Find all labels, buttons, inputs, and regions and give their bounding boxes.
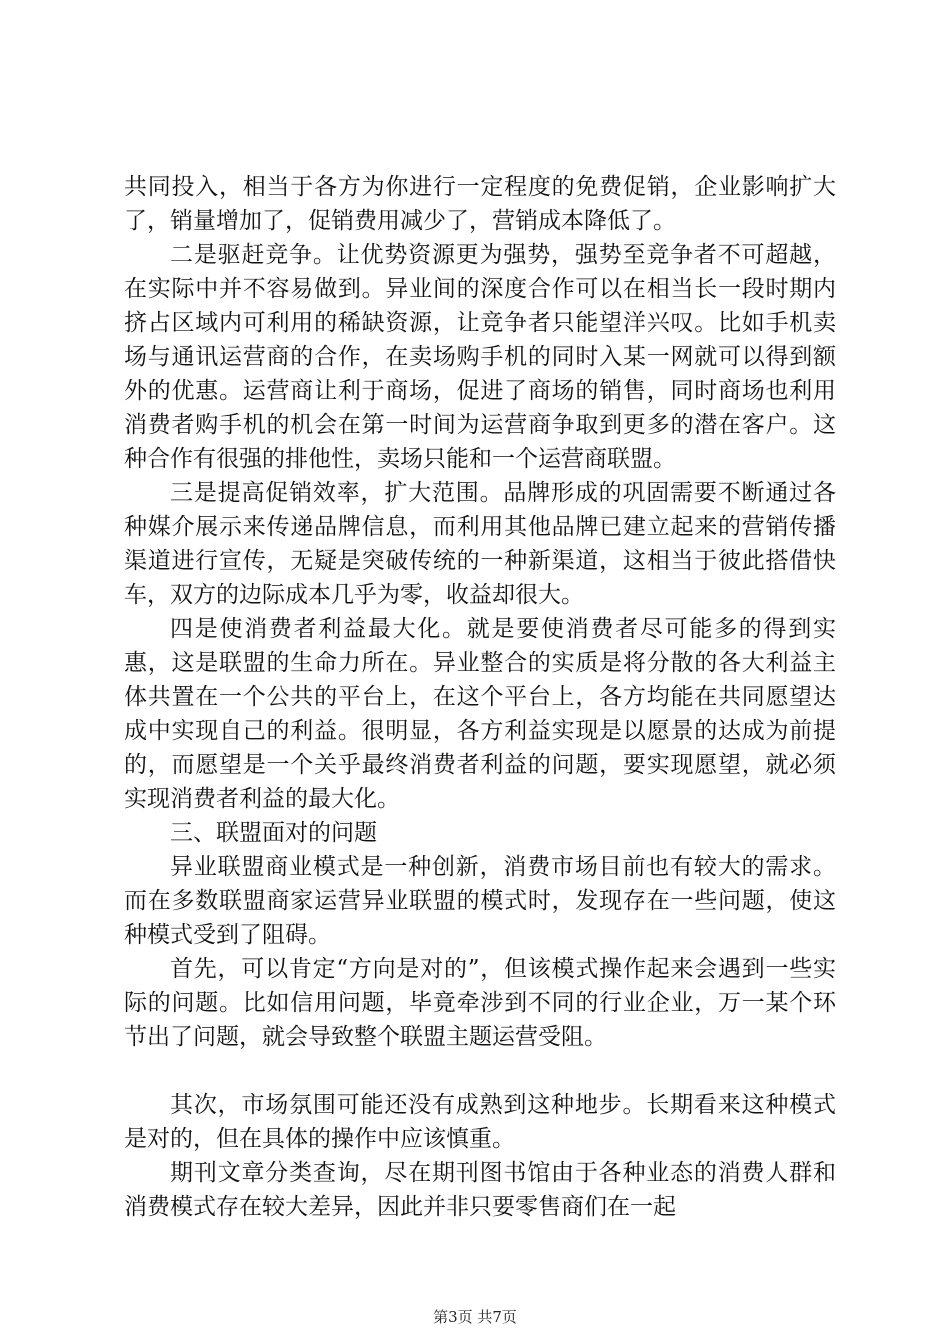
paragraph-1: 共同投入，相当于各方为你进行一定程度的免费促销，企业影响扩大了，销量增加了，促销费用减少了，营销成本降低了。 [124,174,836,234]
paragraph-5: 异业联盟商业模式是一种创新，消费市场目前也有较大的需求。而在多数联盟商家运营异业联盟的模式时，发现存在一些问题，使这种模式受到了阻碍。 [124,854,836,948]
document-body [124,170,836,1224]
paragraph-3: 三是提高促销效率，扩大范围。品牌形成的巩固需要不断通过各种媒介展示来传递品牌信息，而利用其他品牌已建立起来的营销传播渠道进行宣传，无疑是突破传统的一种新渠道，这相当于彼此搭借快车，双方的边际成本几乎为零，收益却很大。 [124,480,836,608]
paragraph-8: 期刊文章分类查询，尽在期刊图书馆由于各种业态的消费人群和消费模式存在较大差异，因此并非只要零售商们在一起 [124,1160,836,1220]
page-number-footer: 第3页 共7页 [433,1308,517,1326]
paragraph-7: 其次，市场氛围可能还没有成熟到这种地步。长期看来这种模式是对的，但在具体的操作中应该慎重。 [124,1092,836,1152]
paragraph-4: 四是使消费者利益最大化。就是要使消费者尽可能多的得到实惠，这是联盟的生命力所在。异业整合的实质是将分散的各大利益主体共置在一个公共的平台上，在这个平台上，各方均能在共同愿望达成中实现自己的利益。很明显，各方利益实现是以愿景的达成为前提的，而愿望是一个关乎最终消费者利益的问题，要实现愿望，就必须实现消费者利益的最大化。 [124,616,836,812]
blank-line [124,1054,836,1088]
section-heading: 三、联盟面对的问题 [170,820,377,846]
paragraph-6: 首先，可以肯定“方向是对的”，但该模式操作起来会遇到一些实际的问题。比如信用问题，毕竟牵涉到不同的行业企业，万一某个环节出了问题，就会导致整个联盟主题运营受阻。 [124,956,836,1050]
paragraph-2: 二是驱赶竞争。让优势资源更为强势，强势至竞争者不可超越，在实际中并不容易做到。异业间的深度合作可以在相当长一段时期内挤占区域内可利用的稀缺资源，让竞争者只能望洋兴叹。比如手机卖场与通讯运营商的合作，在卖场购手机的同时入某一网就可以得到额外的优惠。运营商让利于商场，促进了商场的销售，同时商场也利用消费者购手机的机会在第一时间为运营商争取到更多的潜在客户。这种合作有很强的排他性，卖场只能和一个运营商联盟。 [124,242,836,472]
